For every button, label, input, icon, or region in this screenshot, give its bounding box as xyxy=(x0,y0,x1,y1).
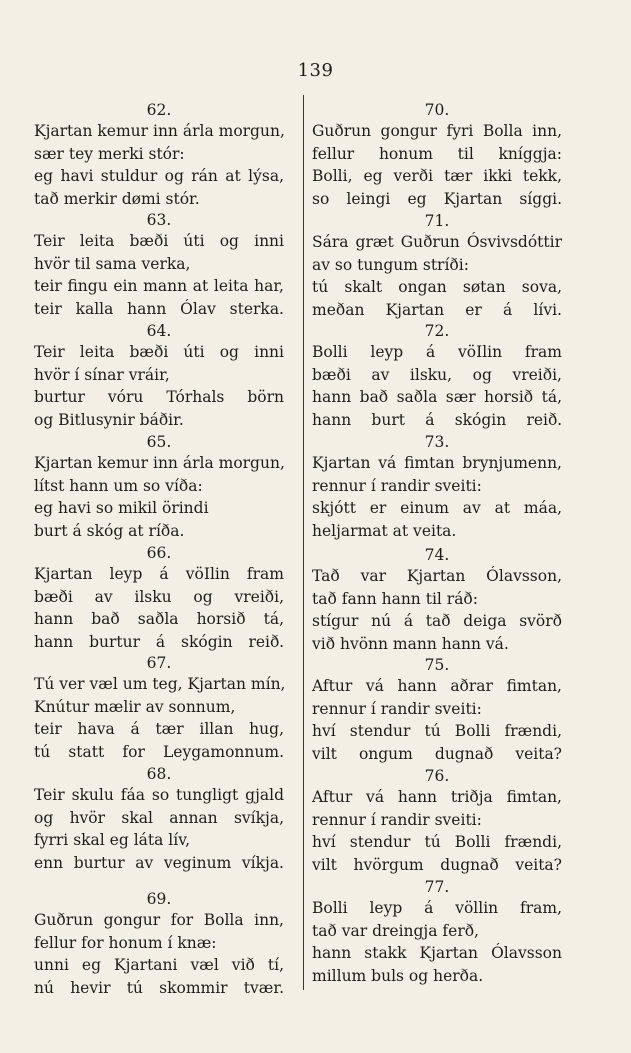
stanza-number: 77. xyxy=(424,878,450,896)
verse-line: hvör í sínar vráir, xyxy=(34,365,170,384)
verse-line: fellur for honum í knæ: xyxy=(34,933,217,952)
verse-line: fellur honum til kníggja: xyxy=(312,144,562,163)
verse-line: hann bað saðla horsið tá, xyxy=(34,610,284,628)
stanza xyxy=(34,889,284,999)
verse-line: teir hava á tær illan hug, xyxy=(34,720,284,738)
verse-line: vilt ongum dugnað veita? xyxy=(312,744,562,763)
verse-line: Knútur mælir av sonnum, xyxy=(34,697,236,716)
stanza xyxy=(34,100,284,210)
stanza-number: 71. xyxy=(424,212,450,230)
verse-line: Aftur vá hann aðrar fimtan, xyxy=(312,677,562,695)
verse-line: Teir leita bæði úti og inni xyxy=(34,343,284,361)
verse-line: burtur vóru Tórhals börn xyxy=(34,388,284,406)
verse-line: Guðrun gongur for Bolla inn, xyxy=(34,911,284,929)
stanza xyxy=(34,653,284,763)
stanza xyxy=(312,432,562,542)
verse-line: hvör til sama verka, xyxy=(34,254,191,273)
verse-line: eg havi so mikil örindi xyxy=(34,499,209,517)
verse-line: enn burtur av veginum víkja. xyxy=(34,853,284,872)
stanza-number: 73. xyxy=(424,433,450,451)
verse-line: tú skalt ongan søtan sova, xyxy=(312,278,562,296)
verse-line: stígur nú á tað deiga svörð xyxy=(312,612,562,630)
verse-line: við hvönn mann hann vá. xyxy=(312,634,509,653)
stanza-number: 63. xyxy=(146,211,172,229)
stanza-number: 72. xyxy=(424,322,450,340)
stanza xyxy=(312,545,562,655)
stanza-number: 70. xyxy=(424,101,450,119)
stanza xyxy=(34,543,284,653)
verse-line: eg havi stuldur og rán at lýsa, xyxy=(34,167,284,185)
verse-line: hann bað saðla sær horsið tá, xyxy=(312,388,562,406)
page-number: 139 xyxy=(297,60,334,81)
verse-line: hann stakk Kjartan Ólavsson xyxy=(312,944,562,962)
verse-line: heljarmat at veita. xyxy=(312,521,457,540)
verse-line: tað var dreingja ferð, xyxy=(312,921,479,940)
verse-line: hví stendur tú Bolli frændi, xyxy=(312,833,562,851)
verse-line: Sára græt Guðrun Ósvivsdóttir xyxy=(312,233,562,251)
verse-line: bæði av ilsku og vreiði, xyxy=(34,587,284,606)
verse-line: bæði av ilsku, og vreiði, xyxy=(312,365,562,384)
stanza xyxy=(312,655,562,765)
stanza xyxy=(312,321,562,431)
verse-line: Bolli leyp á völlin fram, xyxy=(312,899,562,917)
verse-line: Kjartan leyp á vöIlin fram xyxy=(34,565,284,583)
stanza xyxy=(34,321,284,431)
verse-line: teir fingu ein mann at leita har, xyxy=(34,277,284,295)
verse-line: tað fann hann til ráð: xyxy=(312,589,478,608)
verse-line: og hvör skal annan svíkja, xyxy=(34,808,284,827)
verse-line: Kjartan kemur inn árla morgun, xyxy=(34,122,285,140)
stanza xyxy=(312,100,562,210)
verse-line: tú statt for Leygamonnum. xyxy=(34,742,284,761)
stanza-number: 74. xyxy=(424,546,450,564)
verse-line: hann burt á skógin reið. xyxy=(312,410,562,429)
verse-line: hann burtur á skógin reið. xyxy=(34,632,284,651)
stanza-number: 65. xyxy=(146,433,172,451)
stanza xyxy=(34,432,284,542)
stanza-number: 69. xyxy=(146,890,172,908)
verse-line: rennur í randir sveiti: xyxy=(312,810,482,829)
verse-line: burt á skóg at ríða. xyxy=(34,521,185,540)
stanza-number: 68. xyxy=(146,765,172,783)
stanza xyxy=(312,766,562,876)
stanza xyxy=(34,210,284,320)
stanza xyxy=(312,211,562,321)
stanza-number: 75. xyxy=(424,656,450,674)
stanza xyxy=(34,764,284,874)
verse-line: Bolli leyp á vöIlin fram xyxy=(312,343,562,361)
stanza xyxy=(312,877,562,987)
stanza-number: 62. xyxy=(146,101,172,119)
verse-line: og Bitlusynir báðir. xyxy=(34,410,184,429)
verse-line: fyrri skal eg láta lív, xyxy=(34,831,191,849)
verse-line: hví stendur tú Bolli frændi, xyxy=(312,722,562,740)
stanza-number: 66. xyxy=(146,544,172,562)
verse-line: Tað var Kjartan Ólavsson, xyxy=(312,567,562,585)
verse-line: Kjartan kemur inn árla morgun, xyxy=(34,454,285,472)
verse-line: Teir leita bæði úti og inni xyxy=(34,232,284,250)
verse-line: lítst hann um so víða: xyxy=(34,476,203,495)
verse-line: millum buls og herða. xyxy=(312,966,484,985)
verse-line: Kjartan vá fimtan brynjumenn, xyxy=(312,454,562,472)
verse-line: rennur í randir sveiti: xyxy=(312,476,482,495)
verse-line: Guðrun gongur fyri Bolla inn, xyxy=(312,122,562,140)
verse-line: rennur í randir sveiti: xyxy=(312,699,482,718)
verse-line: tað merkir dømi stór. xyxy=(34,189,200,208)
verse-line: nú hevir tú skommir tvær. xyxy=(34,978,284,997)
verse-line: so leingi eg Kjartan síggi. xyxy=(312,189,562,208)
column-divider xyxy=(303,95,304,990)
verse-line: Tú ver væl um teg, Kjartan mín, xyxy=(34,675,286,693)
verse-line: vilt hvörgum dugnað veita? xyxy=(312,855,562,874)
verse-line: skjótt er einum av at máa, xyxy=(312,499,562,517)
verse-line: Bolli, eg verði tær ikki tekk, xyxy=(312,167,562,185)
verse-line: Aftur vá hann triðja fimtan, xyxy=(312,788,562,806)
stanza-number: 67. xyxy=(146,654,172,672)
verse-line: av so tungum stríði: xyxy=(312,255,469,274)
verse-line: unni eg Kjartani væl við tí, xyxy=(34,956,284,974)
stanza-number: 64. xyxy=(146,322,172,340)
stanza-number: 76. xyxy=(424,767,450,785)
verse-line: Teir skulu fáa so tungligt gjald xyxy=(34,786,284,804)
verse-line: teir kalla hann Ólav sterka. xyxy=(34,299,284,318)
verse-line: sær tey merki stór: xyxy=(34,144,185,163)
verse-line: meðan Kjartan er á lívi. xyxy=(312,300,562,319)
